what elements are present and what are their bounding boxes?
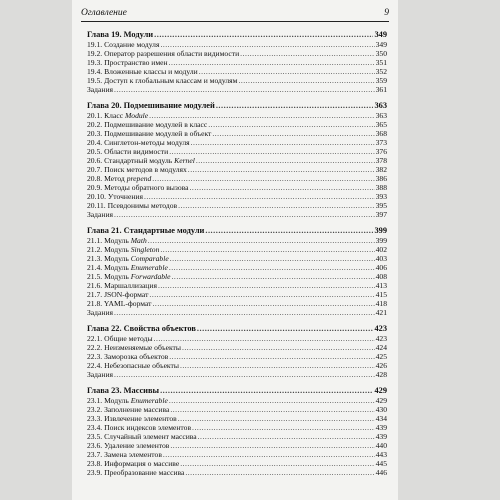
- chapter-heading: [87, 30, 387, 40]
- leader-dots: [205, 226, 373, 235]
- section-title: Небезопасные объекты: [104, 361, 179, 370]
- leader-dots: [160, 245, 374, 254]
- chapter-heading: [87, 324, 387, 334]
- toc-item-label: [87, 361, 179, 370]
- toc-assignments-page: 361: [375, 85, 387, 94]
- toc-item: [87, 236, 387, 245]
- toc-assignments-label: [87, 308, 113, 317]
- toc-item-page: 439: [375, 423, 387, 432]
- section-title: Информация о массиве: [104, 459, 180, 468]
- section-number: 23.4.: [87, 423, 105, 432]
- toc-item-page: 376: [375, 147, 387, 156]
- toc-item-label: [87, 432, 197, 441]
- toc-item: [87, 111, 387, 120]
- leader-dots: [178, 201, 374, 210]
- section-title: Задания: [87, 210, 114, 219]
- section-title: Задания: [87, 308, 114, 317]
- section-title: Задания: [87, 85, 114, 94]
- section-title: Модуль Comparable: [104, 254, 169, 263]
- toc-assignments-label: [87, 210, 113, 219]
- leader-dots: [169, 352, 374, 361]
- chapter-heading-label: Глава 20. Подмешивание модулей: [87, 101, 215, 110]
- toc-item: [87, 183, 387, 192]
- leader-dots: [154, 30, 373, 39]
- toc-item-page: 425: [375, 352, 387, 361]
- leader-dots: [212, 129, 374, 138]
- chapter-heading: [87, 101, 387, 111]
- leader-dots: [114, 370, 375, 379]
- toc-item-page: 440: [375, 441, 387, 450]
- toc-item-label: [87, 183, 189, 192]
- table-of-contents: [87, 30, 387, 484]
- leader-dots: [158, 281, 375, 290]
- chapter-heading-page: 363: [374, 101, 387, 110]
- section-number: 20.7.: [87, 165, 105, 174]
- toc-item-label: [87, 414, 177, 423]
- toc-item-page: 378: [375, 156, 387, 165]
- leader-dots: [153, 299, 375, 308]
- section-number: 19.4.: [87, 67, 105, 76]
- leader-dots: [154, 334, 375, 343]
- section-number: 21.5.: [87, 272, 105, 281]
- toc-item: [87, 459, 387, 468]
- section-title: Неизменяемые объекты: [104, 343, 181, 352]
- chapter-heading-label: Глава 21. Стандартные модули: [87, 226, 205, 235]
- toc-item-label: [87, 165, 187, 174]
- section-title: YAML-формат: [103, 299, 152, 308]
- toc-item: [87, 201, 387, 210]
- section-title: Подмешивание модулей в класс: [104, 120, 208, 129]
- section-title: Поиск индексов элементов: [104, 423, 192, 432]
- toc-item-page: 365: [375, 120, 387, 129]
- toc-item: [87, 441, 387, 450]
- leader-dots: [191, 138, 375, 147]
- toc-item-label: [87, 236, 147, 245]
- toc-item: [87, 138, 387, 147]
- toc-item: [87, 468, 387, 477]
- toc-item-label: [87, 334, 153, 343]
- toc-item-page: 406: [375, 263, 387, 272]
- toc-item-page: 402: [375, 245, 387, 254]
- toc-item-label: [87, 40, 159, 49]
- running-header: [81, 7, 389, 22]
- toc-item: [87, 450, 387, 459]
- toc-chapter: [87, 30, 387, 94]
- toc-chapter: [87, 324, 387, 379]
- section-number: 21.6.: [87, 281, 105, 290]
- section-number: 23.6.: [87, 441, 105, 450]
- toc-item-label: [87, 120, 207, 129]
- leader-dots: [169, 147, 374, 156]
- toc-item-label: [87, 174, 151, 183]
- section-number: 20.2.: [87, 120, 105, 129]
- toc-item-page: 368: [375, 129, 387, 138]
- toc-item-label: [87, 290, 148, 299]
- toc-item-label: [87, 405, 169, 414]
- section-number: 22.3.: [87, 352, 105, 361]
- toc-item-page: 418: [375, 299, 387, 308]
- leader-dots: [152, 174, 374, 183]
- section-title: Общие методы: [104, 334, 153, 343]
- section-number: 23.5.: [87, 432, 105, 441]
- toc-item-label: [87, 299, 152, 308]
- chapter-heading: [87, 386, 387, 396]
- section-title: Модуль Math: [104, 236, 147, 245]
- section-title: Подмешивание модулей в объект: [104, 129, 212, 138]
- toc-item-label: [87, 192, 143, 201]
- section-number: 23.1.: [87, 396, 105, 405]
- toc-item-label: [87, 441, 169, 450]
- toc-item-page: 426: [375, 361, 387, 370]
- leader-dots: [190, 183, 375, 192]
- toc-item-page: 359: [375, 76, 387, 85]
- toc-item: [87, 58, 387, 67]
- section-number: 20.11.: [87, 201, 108, 210]
- chapter-heading-label: Глава 19. Модули: [87, 30, 154, 39]
- section-number: 19.5.: [87, 76, 105, 85]
- leader-dots: [170, 441, 374, 450]
- toc-item-page: 382: [375, 165, 387, 174]
- toc-assignments: [87, 210, 387, 219]
- section-title: Создание модуля: [104, 40, 160, 49]
- chapter-heading-label: Глава 22. Свойства объектов: [87, 324, 196, 333]
- toc-item: [87, 290, 387, 299]
- leader-dots: [169, 58, 375, 67]
- toc-assignments-label: [87, 85, 113, 94]
- toc-item-page: 446: [375, 468, 387, 477]
- leader-dots: [148, 236, 375, 245]
- section-number: 22.4.: [87, 361, 105, 370]
- section-number: 22.1.: [87, 334, 105, 343]
- section-title: Модуль Singleton: [104, 245, 160, 254]
- section-number: 21.7.: [87, 290, 105, 299]
- toc-item-page: 386: [375, 174, 387, 183]
- leader-dots: [196, 156, 375, 165]
- section-title: Случайный элемент массива: [104, 432, 197, 441]
- section-number: 20.5.: [87, 147, 105, 156]
- toc-item-page: 424: [375, 343, 387, 352]
- leader-dots: [114, 308, 375, 317]
- toc-item: [87, 165, 387, 174]
- toc-item: [87, 192, 387, 201]
- toc-item-label: [87, 138, 190, 147]
- toc-item: [87, 129, 387, 138]
- leader-dots: [180, 459, 374, 468]
- leader-dots: [216, 101, 374, 110]
- toc-item-label: [87, 129, 211, 138]
- toc-item-page: 373: [375, 138, 387, 147]
- toc-item-label: [87, 245, 159, 254]
- section-number: 20.3.: [87, 129, 105, 138]
- toc-item: [87, 263, 387, 272]
- toc-item-page: 393: [375, 192, 387, 201]
- section-title: Преобразование массива: [104, 468, 185, 477]
- section-title: Метод prepend: [104, 174, 152, 183]
- section-number: 20.10.: [87, 192, 108, 201]
- chapter-heading-label: Глава 23. Массивы: [87, 386, 160, 395]
- leader-dots: [182, 343, 375, 352]
- toc-item-page: 349: [375, 40, 387, 49]
- leader-dots: [178, 414, 375, 423]
- section-number: 20.9.: [87, 183, 105, 192]
- section-number: 23.9.: [87, 468, 105, 477]
- toc-item-page: 443: [375, 450, 387, 459]
- toc-item-label: [87, 352, 168, 361]
- section-title: Оператор разрешения области видимости: [104, 49, 240, 58]
- toc-item-page: 408: [375, 272, 387, 281]
- toc-item-page: 415: [375, 290, 387, 299]
- toc-item: [87, 254, 387, 263]
- toc-chapter: [87, 101, 387, 219]
- section-title: Заморозка объектов: [104, 352, 169, 361]
- section-number: 21.2.: [87, 245, 105, 254]
- leader-dots: [114, 85, 375, 94]
- toc-item-label: [87, 58, 168, 67]
- toc-item-label: [87, 450, 162, 459]
- toc-item-label: [87, 459, 179, 468]
- toc-item: [87, 299, 387, 308]
- toc-item: [87, 423, 387, 432]
- leader-dots: [240, 49, 374, 58]
- section-number: 19.2.: [87, 49, 105, 58]
- toc-item: [87, 67, 387, 76]
- toc-assignments-label: [87, 370, 113, 379]
- toc-chapter: [87, 226, 387, 317]
- toc-item-page: 395: [375, 201, 387, 210]
- toc-item-label: [87, 67, 198, 76]
- toc-item-label: [87, 468, 184, 477]
- toc-item-page: 413: [375, 281, 387, 290]
- toc-item-label: [87, 156, 195, 165]
- section-title: Маршаллизация: [104, 281, 157, 290]
- section-title: Пространство имен: [104, 58, 168, 67]
- toc-item-page: 429: [375, 396, 387, 405]
- toc-item: [87, 396, 387, 405]
- toc-item: [87, 245, 387, 254]
- leader-dots: [192, 423, 375, 432]
- toc-item-label: [87, 254, 169, 263]
- chapter-heading-page: 429: [374, 386, 387, 395]
- leader-dots: [149, 111, 374, 120]
- toc-assignments: [87, 370, 387, 379]
- toc-item: [87, 120, 387, 129]
- toc-item-page: 399: [375, 236, 387, 245]
- toc-item-label: [87, 111, 148, 120]
- section-number: 21.3.: [87, 254, 105, 263]
- toc-item-label: [87, 201, 177, 210]
- section-title: Класс Module: [104, 111, 149, 120]
- toc-assignments: [87, 308, 387, 317]
- chapter-heading-page: 423: [374, 324, 387, 333]
- header-title: Оглавление: [81, 8, 127, 18]
- toc-item: [87, 272, 387, 281]
- leader-dots: [199, 67, 375, 76]
- toc-item: [87, 49, 387, 58]
- section-title: Замена элементов: [104, 450, 162, 459]
- leader-dots: [172, 272, 375, 281]
- leader-dots: [169, 396, 375, 405]
- section-number: 23.3.: [87, 414, 105, 423]
- leader-dots: [208, 120, 374, 129]
- toc-item: [87, 156, 387, 165]
- toc-item-page: 388: [375, 183, 387, 192]
- leader-dots: [198, 432, 375, 441]
- leader-dots: [163, 450, 375, 459]
- toc-item-page: 352: [375, 67, 387, 76]
- leader-dots: [114, 210, 375, 219]
- leader-dots: [197, 324, 374, 333]
- section-number: 23.8.: [87, 459, 105, 468]
- section-title: Модуль Enumerable: [104, 396, 168, 405]
- leader-dots: [180, 361, 375, 370]
- toc-item: [87, 361, 387, 370]
- toc-item-label: [87, 147, 168, 156]
- section-number: 21.4.: [87, 263, 105, 272]
- section-title: Удаление элементов: [104, 441, 170, 450]
- section-title: Уточнения: [107, 192, 143, 201]
- chapter-heading-page: 399: [374, 226, 387, 235]
- toc-item-label: [87, 343, 181, 352]
- leader-dots: [170, 405, 374, 414]
- section-title: Синглетон-методы модуля: [104, 138, 190, 147]
- section-number: 23.2.: [87, 405, 105, 414]
- toc-item-label: [87, 396, 168, 405]
- section-number: 21.8.: [87, 299, 104, 308]
- toc-item: [87, 76, 387, 85]
- section-title: Заполнение массива: [104, 405, 170, 414]
- section-title: Вложенные классы и модули: [104, 67, 198, 76]
- toc-item: [87, 405, 387, 414]
- toc-item-page: 403: [375, 254, 387, 263]
- toc-item-label: [87, 281, 157, 290]
- section-number: 21.1.: [87, 236, 105, 245]
- section-title: Области видимости: [104, 147, 169, 156]
- toc-item-page: 351: [375, 58, 387, 67]
- toc-item-page: 445: [375, 459, 387, 468]
- toc-assignments-page: 421: [375, 308, 387, 317]
- section-title: JSON-формат: [104, 290, 149, 299]
- leader-dots: [170, 254, 375, 263]
- section-number: 20.4.: [87, 138, 105, 147]
- leader-dots: [238, 76, 374, 85]
- section-title: Модуль Forwardable: [104, 272, 171, 281]
- toc-item: [87, 414, 387, 423]
- leader-dots: [188, 165, 375, 174]
- header-page-number: 9: [384, 8, 389, 18]
- leader-dots: [160, 40, 374, 49]
- section-number: 20.1.: [87, 111, 105, 120]
- section-title: Поиск методов в модулях: [104, 165, 187, 174]
- toc-item-page: 430: [375, 405, 387, 414]
- section-number: 22.2.: [87, 343, 105, 352]
- toc-item: [87, 343, 387, 352]
- toc-assignments: [87, 85, 387, 94]
- leader-dots: [149, 290, 374, 299]
- toc-item-label: [87, 76, 237, 85]
- toc-item-page: 363: [375, 111, 387, 120]
- toc-item-page: 434: [375, 414, 387, 423]
- leader-dots: [144, 192, 375, 201]
- toc-assignments-page: 397: [375, 210, 387, 219]
- toc-item: [87, 281, 387, 290]
- leader-dots: [185, 468, 374, 477]
- toc-item: [87, 334, 387, 343]
- toc-item: [87, 432, 387, 441]
- section-title: Извлечение элементов: [104, 414, 177, 423]
- toc-item: [87, 147, 387, 156]
- section-title: Методы обратного вызова: [104, 183, 189, 192]
- leader-dots: [160, 386, 373, 395]
- toc-item-page: 423: [375, 334, 387, 343]
- toc-item-page: 439: [375, 432, 387, 441]
- section-title: Модуль Enumerable: [104, 263, 168, 272]
- section-title: Стандартный модуль Kernel: [104, 156, 195, 165]
- toc-item: [87, 352, 387, 361]
- section-number: 20.8.: [87, 174, 105, 183]
- toc-item-label: [87, 263, 168, 272]
- toc-assignments-page: 428: [375, 370, 387, 379]
- toc-item-label: [87, 49, 239, 58]
- toc-item-label: [87, 272, 171, 281]
- section-number: 20.6.: [87, 156, 105, 165]
- toc-item: [87, 40, 387, 49]
- section-number: 19.1.: [87, 40, 105, 49]
- toc-item-label: [87, 423, 191, 432]
- section-number: 19.3.: [87, 58, 105, 67]
- section-number: 23.7.: [87, 450, 105, 459]
- leader-dots: [169, 263, 375, 272]
- toc-chapter: [87, 386, 387, 477]
- chapter-heading: [87, 226, 387, 236]
- section-title: Доступ к глобальным классам и модулям: [104, 76, 238, 85]
- toc-item: [87, 174, 387, 183]
- section-title: Псевдонимы методов: [107, 201, 178, 210]
- toc-item-page: 350: [375, 49, 387, 58]
- chapter-heading-page: 349: [374, 30, 387, 39]
- section-title: Задания: [87, 370, 114, 379]
